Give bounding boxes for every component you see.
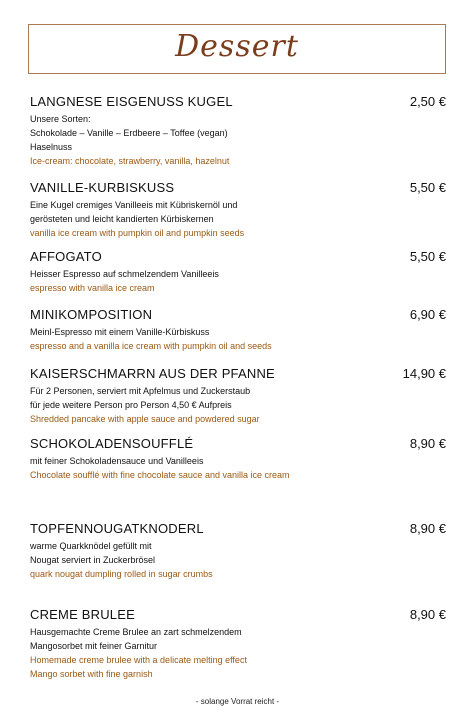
- menu-item-header: [30, 249, 446, 267]
- menu-item-name: SCHOKOLADENSOUFFLÉ: [30, 436, 194, 451]
- menu-item-price: 5,50 €: [409, 249, 446, 264]
- menu-item-name: VANILLE-KURBISKUSS: [30, 180, 175, 195]
- menu-item-name: AFFOGATO: [30, 249, 102, 264]
- menu-item-english-description: Mango sorbet with fine garnish: [30, 669, 153, 679]
- menu-item-header: [30, 436, 446, 454]
- menu-item-english-description: vanilla ice cream with pumpkin oil and pumpkin seeds: [30, 228, 245, 238]
- menu-item-price: 5,50 €: [409, 180, 446, 195]
- menu-item-name: MINIKOMPOSITION: [30, 307, 153, 322]
- menu-item: [30, 249, 446, 295]
- menu-item-english-description: espresso and a vanilla ice cream with pumpkin oil and seeds: [30, 341, 272, 351]
- menu-item-price: 14,90 €: [402, 366, 446, 381]
- menu-item-description: warme Quarkknödel gefüllt mit: [30, 541, 152, 551]
- menu-item-description: Nougat serviert in Zuckerbrösel: [30, 555, 156, 565]
- menu-item-header: [30, 607, 446, 625]
- menu-item: [30, 607, 446, 681]
- menu-item-description: Eine Kugel cremiges Vanilleeis mit Kübriskernöl und: [30, 200, 238, 210]
- menu-item: [30, 180, 446, 240]
- menu-item-header: [30, 94, 446, 112]
- menu-item-header: [30, 521, 446, 539]
- menu-item-price: 8,90 €: [409, 436, 446, 451]
- menu-item: [30, 521, 446, 581]
- menu-item: [30, 307, 446, 353]
- menu-item-description: Meinl-Espresso mit einem Vanille-Kürbiskuss: [30, 327, 210, 337]
- menu-item: [30, 436, 446, 482]
- menu-header-box: [28, 24, 446, 74]
- menu-item-description: Für 2 Personen, serviert mit Apfelmus und Zuckerstaub: [30, 386, 251, 396]
- menu-item-description: gerösteten und leicht kandierten Kürbiskernen: [30, 214, 214, 224]
- menu-item-description: Mangosorbet mit feiner Garnitur: [30, 641, 158, 651]
- menu-item: [30, 366, 446, 426]
- menu-item-description: Haselnuss: [30, 142, 73, 152]
- menu-item-price: 8,90 €: [409, 607, 446, 622]
- menu-item-price: 6,90 €: [409, 307, 446, 322]
- menu-item-name: CREME BRULEE: [30, 607, 135, 622]
- menu-item-description: mit feiner Schokoladensauce und Vanilleeis: [30, 456, 204, 466]
- menu-item-price: 8,90 €: [409, 521, 446, 536]
- menu-item-description: Heisser Espresso auf schmelzendem Vanilleeis: [30, 269, 219, 279]
- menu-item-description: Hausgemachte Creme Brulee an zart schmelzendem: [30, 627, 242, 637]
- menu-item-english-description: Homemade creme brulee with a delicate melting effect: [30, 655, 247, 665]
- menu-item-english-description: Chocolate soufflé with fine chocolate sauce and vanilla ice cream: [30, 470, 290, 480]
- menu-item-description: Schokolade – Vanille – Erdbeere – Toffee (vegan): [30, 128, 228, 138]
- menu-item-name: TOPFENNOUGATKNODERL: [30, 521, 204, 536]
- menu-item-english-description: Shredded pancake with apple sauce and powdered sugar: [30, 414, 260, 424]
- footer-note: - solange Vorrat reicht -: [195, 697, 280, 706]
- menu-item-english-description: espresso with vanilla ice cream: [30, 283, 155, 293]
- menu-section-title: Dessert: [175, 29, 299, 64]
- menu-item-header: [30, 366, 446, 384]
- menu-item-name: KAISERSCHMARRN AUS DER PFANNE: [30, 366, 275, 381]
- menu-item-description: Unsere Sorten:: [30, 114, 91, 124]
- menu-item-english-description: Ice-cream: chocolate, strawberry, vanilla, hazelnut: [30, 156, 230, 166]
- menu-item-english-description: quark nougat dumpling rolled in sugar crumbs: [30, 569, 213, 579]
- menu-item-description: für jede weitere Person pro Person 4,50 € Aufpreis: [30, 400, 232, 410]
- menu-item-price: 2,50 €: [409, 94, 446, 109]
- menu-item-header: [30, 307, 446, 325]
- menu-item-name: LANGNESE EISGENUSS KUGEL: [30, 94, 233, 109]
- menu-item-header: [30, 180, 446, 198]
- menu-item: [30, 94, 446, 168]
